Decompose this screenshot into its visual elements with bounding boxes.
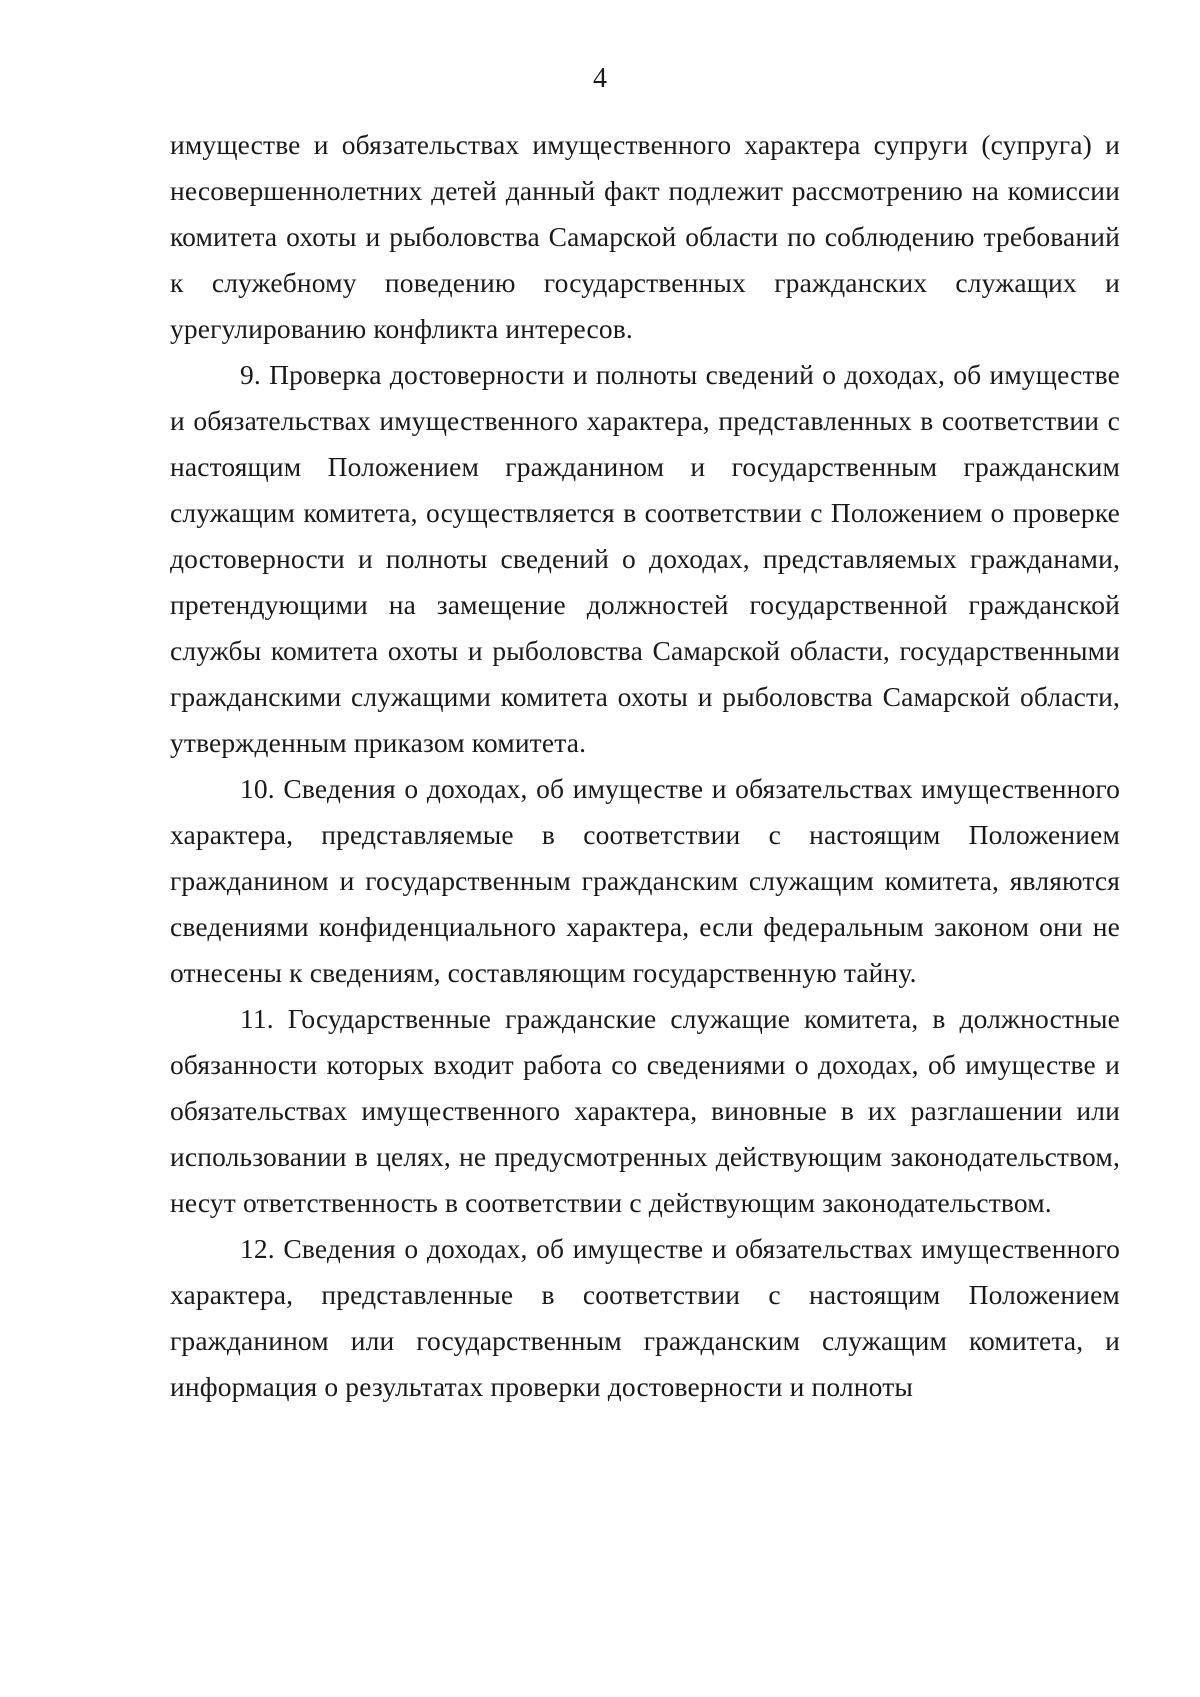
paragraph-item-10: 10. Сведения о доходах, об имуществе и обязательствах имущественного характера, представляемые в соответствии с настоящим Положением гражданином и государственным гражданским служащим комитета, являются сведениями конфиденциального характера, если федеральным законом они не отнесены к сведениям, составляющим государственную тайну. <box>170 773 1120 988</box>
paragraph-item-11: 11. Государственные гражданские служащие комитета, в должностные обязанности которых входит работа со сведениями о доходах, об имуществе и обязательствах имущественного характера, виновные в их разглашении или использовании в целях, не предусмотренных действующим законодательством, несут ответственность в соответствии с действующим законодательством. <box>170 1003 1120 1218</box>
paragraph-item-12: 12. Сведения о доходах, об имуществе и обязательствах имущественного характера, представленные в соответствии с настоящим Положением гражданином или государственным гражданским служащим комитета, и информация о результатах проверки достоверности и полноты <box>170 1233 1120 1402</box>
document-body <box>170 122 1120 1410</box>
page-number: 4 <box>593 63 607 94</box>
paragraph-continuation: имуществе и обязательствах имущественного характера супруги (супруга) и несовершеннолетних детей данный факт подлежит рассмотрению на комиссии комитета охоты и рыболовства Самарской области по соблюдению требований к служебному поведению государственных гражданских служащих и урегулированию конфликта интересов. <box>170 129 1120 344</box>
paragraph-item-9: 9. Проверка достоверности и полноты сведений о доходах, об имуществе и обязательствах имущественного характера, представленных в соответствии с настоящим Положением гражданином и государственным гражданским служащим комитета, осуществляется в соответствии с Положением о проверке достоверности и полноты сведений о доходах, представляемых гражданами, претендующими на замещение должностей государственной гражданской службы комитета охоты и рыболовства Самарской области, государственными гражданскими служащими комитета охоты и рыболовства Самарской области, утвержденным приказом комитета. <box>170 359 1120 758</box>
